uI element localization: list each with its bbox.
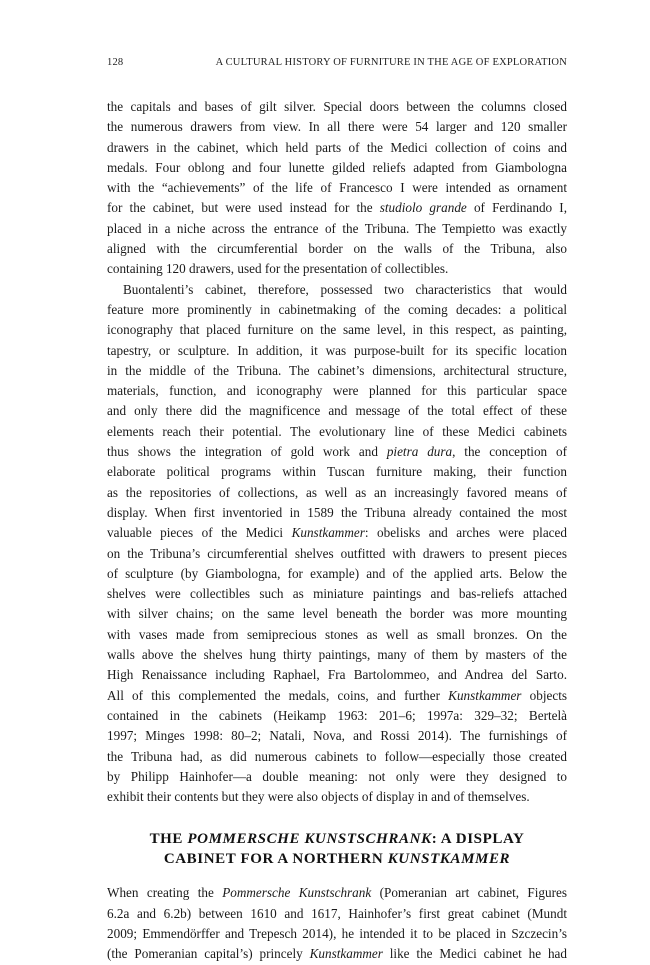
text-line [107, 341, 567, 361]
text-run: for the cabinet, but were used instead for the [107, 200, 380, 216]
text-line [107, 544, 567, 564]
text-body [107, 97, 567, 965]
text-run: in the middle of the Tribuna. The cabinet’s dimensions, architectural structure, [107, 362, 567, 378]
text-run: , the conception of [452, 444, 567, 460]
italic-run: studiolo grande [379, 200, 467, 216]
text-run: THE [149, 831, 188, 848]
text-line [107, 645, 567, 665]
text-run: drawers in the cabinet, which held parts of the Medici collection of coins and [107, 139, 567, 155]
text-line [107, 178, 567, 198]
text-run: shelves were collectibles such as miniature paintings and bas-reliefs attached [107, 586, 567, 602]
text-run: by Philipp Hainhofer—a double meaning: not only were they designed to [107, 768, 567, 784]
text-run: (the Pomeranian capital’s) princely [107, 946, 310, 962]
text-line [107, 239, 567, 259]
text-line [107, 198, 567, 218]
paragraph-1 [107, 97, 567, 280]
text-line [107, 944, 567, 964]
text-line [107, 747, 567, 767]
text-line [107, 422, 567, 442]
text-run: with the “achievements” of the life of Francesco I were intended as ornament [107, 180, 567, 196]
text-run: elements reach their potential. The evolutionary line of these Medici cabinets [107, 423, 567, 439]
text-run: : obelisks and arches were placed [364, 525, 567, 541]
text-run: of Ferdinando I, [466, 200, 567, 216]
paragraph-3 [107, 883, 567, 964]
text-run: iconography that placed furniture on the same level, in this respect, as painting, [107, 322, 567, 338]
text-run: (Pomeranian art cabinet, Figures [371, 885, 567, 901]
text-run: display. When first inventoried in 1589 the Tribuna already contained the most [107, 504, 567, 520]
text-run: the numerous drawers from view. In all there were 54 larger and 120 smaller [107, 119, 567, 135]
text-line [107, 219, 567, 239]
italic-run: KUNSTKAMMER [387, 851, 511, 868]
text-run: exhibit their contents but they were also objects of display in and of themselves. [107, 789, 530, 805]
text-run: and only there did the magnificence and message of the total effect of these [107, 403, 567, 419]
italic-run: POMMERSCHE KUNSTSCHRANK [187, 831, 432, 848]
text-run: of sculpture (by Giambologna, for example) and of the applied arts. Below the [107, 565, 567, 581]
text-line [107, 726, 567, 746]
text-run: : A DISPLAY [431, 831, 525, 848]
text-line [107, 787, 567, 807]
running-header [107, 57, 567, 73]
text-run: placed in a niche across the entrance of the Tribuna. The Tempietto was exactly [107, 220, 567, 236]
text-line [107, 503, 567, 523]
text-line [107, 483, 567, 503]
running-title: A CULTURAL HISTORY OF FURNITURE IN THE AGE OF EXPLORATION [215, 57, 567, 68]
text-run: materials, function, and iconography were planned for this particular space [107, 383, 567, 399]
text-line [107, 767, 567, 787]
text-line [107, 523, 567, 543]
text-run: 2009; Emmendörffer and Trepesch 2014), he intended it to be placed in Szczecin’s [107, 925, 567, 941]
text-run: medals. Four oblong and four lunette gilded reliefs adapted from Giambologna [107, 159, 567, 175]
text-line [107, 361, 567, 381]
text-line [107, 625, 567, 645]
text-line [107, 883, 567, 903]
heading-line-1 [107, 829, 567, 849]
text-run: objects [521, 687, 567, 703]
text-run: like the Medici cabinet he had [382, 946, 567, 962]
text-line [107, 442, 567, 462]
italic-run: Kunstkammer [448, 687, 522, 703]
text-line [107, 462, 567, 482]
text-line [107, 97, 567, 117]
text-run: with vases made from semiprecious stones as well as small bronzes. On the [107, 626, 567, 642]
text-run: feature more prominently in cabinetmaking of the coming decades: a political [107, 301, 567, 317]
text-run: with silver chains; on the same level beneath the border was more mounting [107, 606, 567, 622]
text-line [107, 300, 567, 320]
text-line [107, 564, 567, 584]
text-line [107, 584, 567, 604]
text-run: elaborate political programs within Tuscan furniture making, their function [107, 464, 567, 480]
italic-run: Kunstkammer [309, 946, 383, 962]
text-run: walls above the shelves hung thirty paintings, many of them by masters of the [107, 647, 567, 663]
text-run: as the repositories of collections, as well as an increasingly favored means of [107, 484, 567, 500]
text-run: tapestry, or sculpture. In addition, it was purpose-built for its specific location [107, 342, 567, 358]
text-run: on the Tribuna’s circumferential shelves outfitted with drawers to present pieces [107, 545, 567, 561]
text-line [107, 280, 567, 300]
text-run: the Tribuna had, as did numerous cabinets to follow—especially those created [107, 748, 567, 764]
text-line [107, 117, 567, 137]
text-run: When creating the [107, 885, 223, 901]
text-line [107, 259, 567, 279]
text-run: CABINET FOR A NORTHERN [163, 851, 388, 868]
text-run: 6.2a and 6.2b) between 1610 and 1617, Hainhofer’s first great cabinet (Mundt [107, 905, 567, 921]
text-line [107, 706, 567, 726]
text-line [107, 665, 567, 685]
page-number: 128 [107, 57, 124, 68]
text-line [107, 138, 567, 158]
text-run: valuable pieces of the Medici [107, 525, 292, 541]
text-run: Buontalenti’s cabinet, therefore, possessed two characteristics that would [123, 281, 567, 297]
text-line [107, 686, 567, 706]
text-line [107, 381, 567, 401]
italic-run: Pommersche Kunstschrank [222, 885, 372, 901]
italic-run: Kunstkammer [291, 525, 365, 541]
text-run: containing 120 drawers, used for the presentation of collectibles. [107, 261, 449, 277]
section-heading [107, 829, 567, 869]
paragraph-2 [107, 280, 567, 808]
text-run: thus shows the integration of gold work and [107, 444, 387, 460]
text-line [107, 158, 567, 178]
text-line [107, 604, 567, 624]
text-run: aligned with the circumferential border on the walls of the Tribuna, also [107, 241, 567, 257]
text-run: All of this complemented the medals, coins, and further [107, 687, 449, 703]
text-line [107, 401, 567, 421]
text-line [107, 924, 567, 944]
text-run: 1997; Minges 1998: 80–2; Natali, Nova, and Rossi 2014). The furnishings of [107, 728, 567, 744]
text-run: High Renaissance including Raphael, Fra Bartolommeo, and Andrea del Sarto. [107, 667, 567, 683]
text-line [107, 320, 567, 340]
italic-run: pietra dura [386, 444, 453, 460]
text-line [107, 904, 567, 924]
text-run: the capitals and bases of gilt silver. Special doors between the columns closed [107, 99, 567, 114]
heading-line-2 [107, 849, 567, 869]
text-run: contained in the cabinets (Heikamp 1963: 201–6; 1997a: 329–32; Bertelà [107, 707, 567, 723]
